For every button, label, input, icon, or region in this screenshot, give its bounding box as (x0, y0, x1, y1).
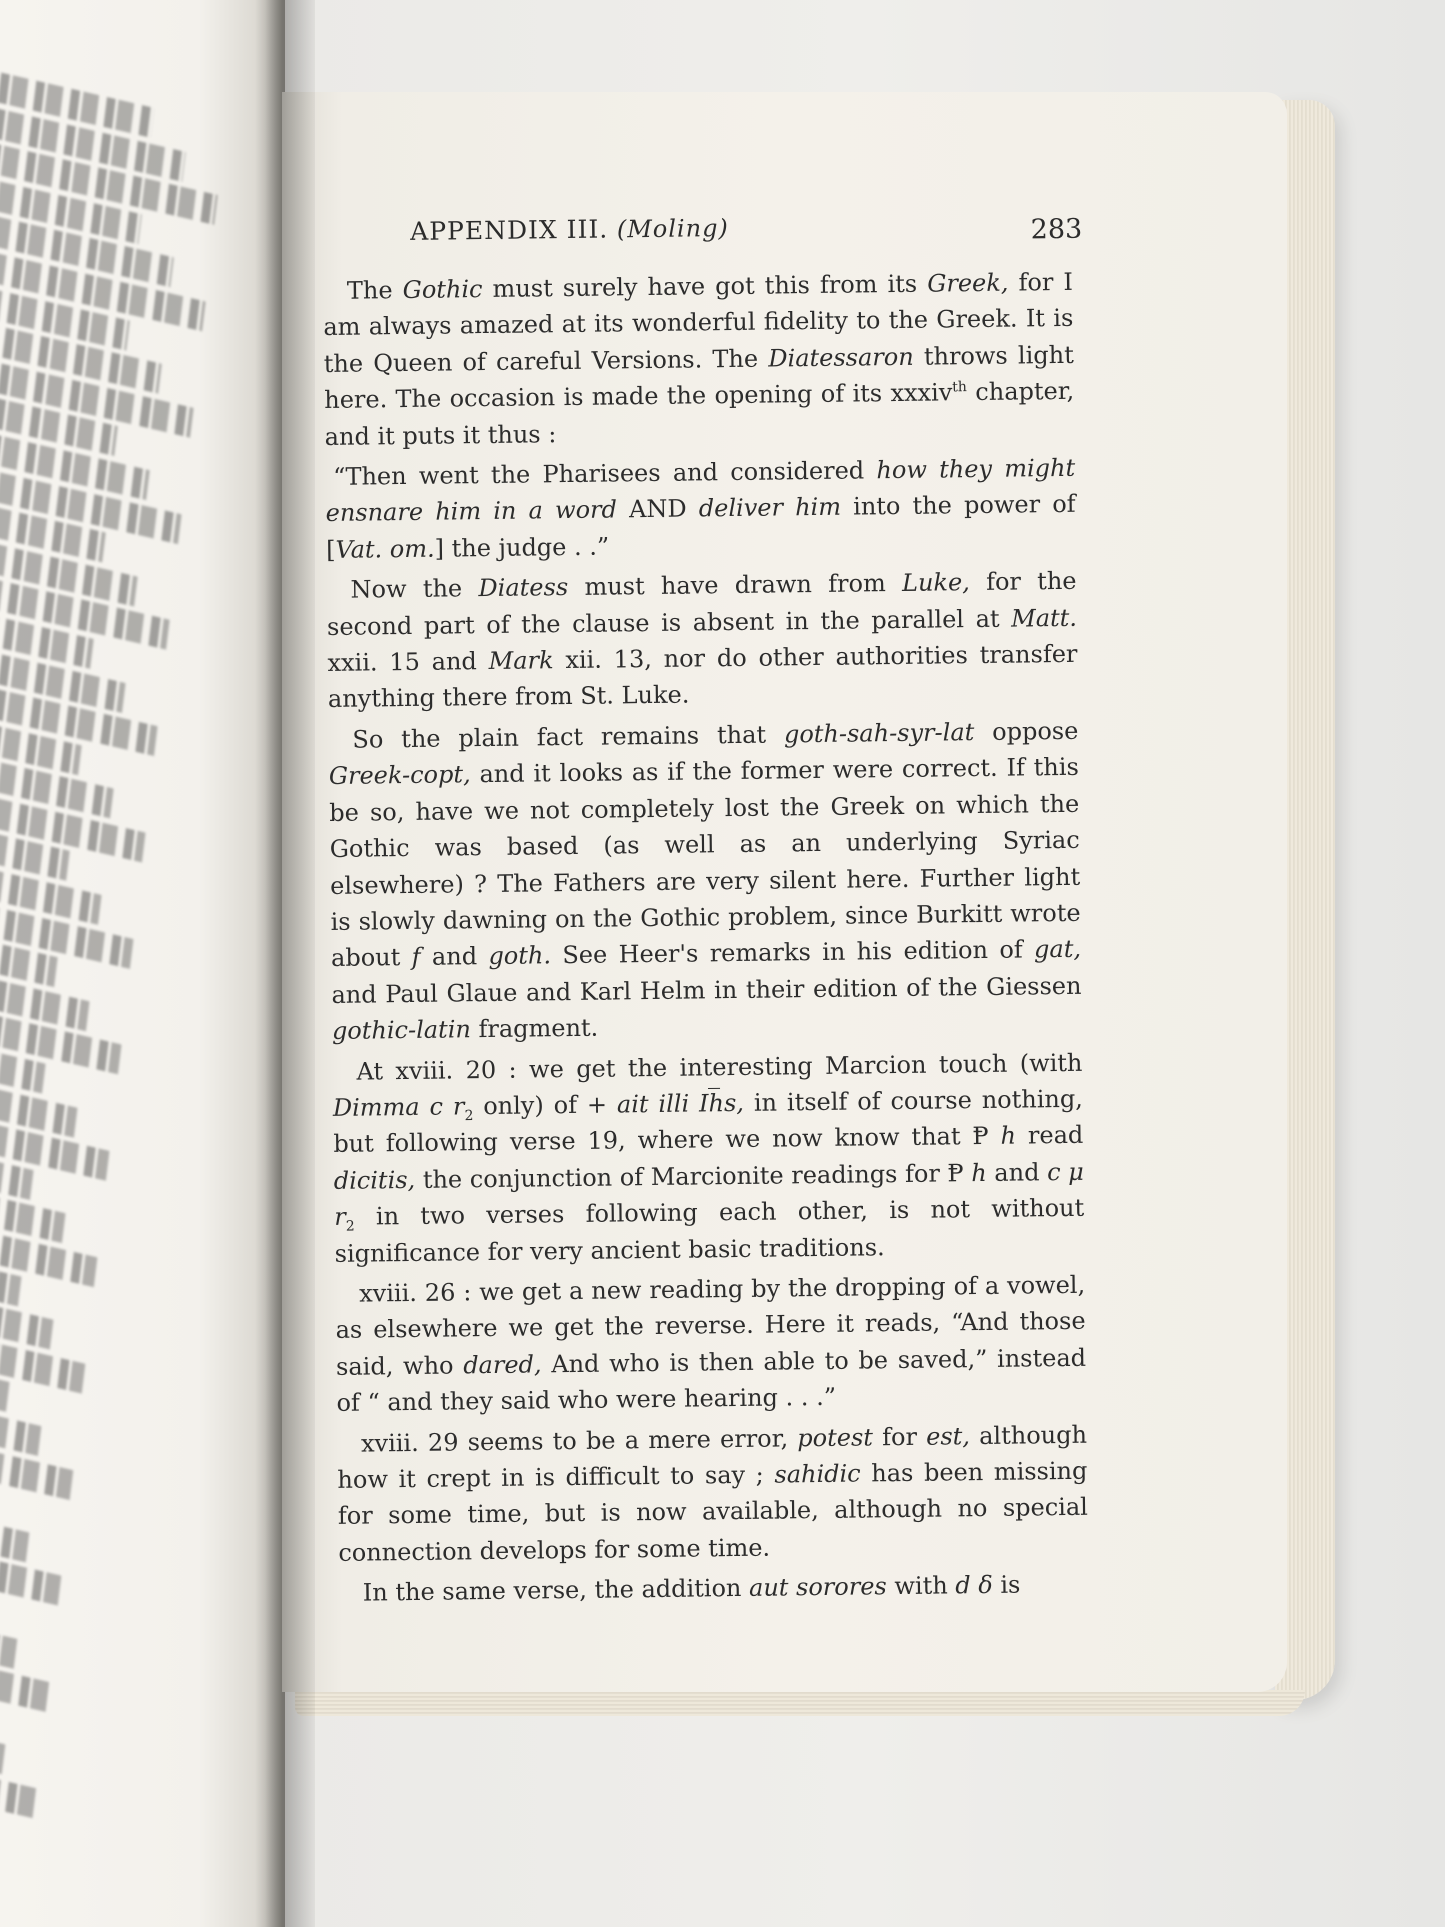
facing-page-blurred (0, 0, 285, 1927)
text-run: est, (925, 1421, 971, 1451)
paragraph: At xviii. 20 : we get the interesting Marcion touch (with Dimma c $r_2$ only) of + ait illi Ih̅s, in itself of course nothing, but following verse 19, where we now know that Ᵽ h read dicitis, the conjunction of Marcionite readings for Ᵽ h and c μ $r_2$ in two verses following each other, is not without significance for very ancient basic traditions. (332, 1048, 1085, 1268)
text-run: Diatess (478, 573, 569, 603)
text-run: Mark (488, 646, 554, 676)
text-run: d δ (955, 1571, 993, 1600)
text-run: dared, (463, 1350, 542, 1380)
text-run: h (971, 1158, 987, 1187)
text-run: goth-sah-syr-lat (783, 717, 975, 749)
text-run: Matt. (1010, 603, 1078, 633)
text-run: aut sorores (748, 1572, 887, 1603)
page-edges-bottom (295, 1690, 1305, 1716)
text-run: Greek-copt, (328, 760, 471, 791)
facing-page-text-lines (0, 40, 271, 1901)
paragraph: xviii. 26 : we get a new reading by the dropping of a vowel, as elsewhere we get the reverse. Here it reads, “And those said, who dared, And who is then able to be saved,” instead of “ and they said who were hearing . . .” (335, 1270, 1087, 1418)
appendix-subtitle: (Moling) (616, 214, 729, 244)
text-run: ait illi Ih̅s, (616, 1088, 745, 1119)
text-run: th (952, 379, 968, 396)
paragraph: So the plain fact remains that goth-sah-syr-lat oppose Greek-copt, and it looks as if the former were correct. If this be so, have we not completely lost the Greek on which the Gothic was based (as well as an underlying Syriac elsewhere) ? The Fathers are very silent here. Further light is slowly dawning on the Gothic problem, since Burkitt wrote about f and goth. See Heer's remarks in his edition of gat, and Paul Glaue and Karl Helm in their edition of the Giessen gothic-latin fragment. (328, 716, 1082, 1046)
text-run: dicitis, (333, 1165, 416, 1195)
text-run: sahidic (774, 1459, 861, 1489)
text-run: potest (797, 1422, 874, 1452)
text-run: 2 (464, 1107, 474, 1125)
text-run: Gothic (402, 275, 483, 305)
text-run: gothic-latin (331, 1015, 472, 1046)
quotation-paragraph: “Then went the Pharisees and considered how they might ensnare him in a word AND deliver him into the power of [Vat. om.] the judge . .” (325, 453, 1076, 564)
text-run: deliver him (698, 493, 842, 523)
facing-page-line (0, 1700, 37, 1818)
running-head-title (410, 210, 729, 250)
text-run: AND (628, 495, 687, 524)
page-number: 283 (1030, 213, 1083, 246)
text-run: goth. (488, 941, 552, 971)
text-run: Luke, (901, 568, 970, 598)
paragraph: xviii. 29 seems to be a mere error, potest for est, although how it crept in is difficult to say ; sahidic has been missing for some time, but is now available, although no special connection develops for some time. (337, 1420, 1089, 1567)
text-run: Dimma c r (332, 1092, 465, 1122)
text-run: 2 (345, 1218, 355, 1235)
text-run: c μ r (334, 1157, 1084, 1232)
text-run: Greek, (927, 268, 1009, 298)
text-run: f (411, 943, 421, 972)
text-run: gat, (1033, 935, 1082, 964)
text-run: how they might ensnare him in a word (325, 453, 1076, 528)
appendix-title: APPENDIX III. (410, 214, 609, 246)
running-head (322, 206, 1083, 259)
text-run: h (1000, 1121, 1017, 1151)
text-run: Diatessaron (768, 342, 914, 373)
gutter-shadow (255, 0, 315, 1927)
paragraph: The Gothic must surely have got this from its Greek, for I am always amazed at its wonderful fidelity to the Greek. It is the Queen of careful Versions. The Diatessaron throws light here. The occasion is made the opening of its xxxiv$^{th}$ chapter, and it puts it thus : (323, 267, 1075, 451)
text-run: Vat. om. (335, 534, 435, 564)
page-text (322, 206, 1089, 1616)
paragraph: Now the Diatess must have drawn from Luke, for the second part of the clause is absent in the parallel at Matt. xxii. 15 and Mark xii. 13, nor do other authorities transfer anything there from St. Luke. (326, 567, 1078, 714)
paragraph: In the same verse, the addition aut sorores with d δ is (362, 1570, 1021, 1607)
